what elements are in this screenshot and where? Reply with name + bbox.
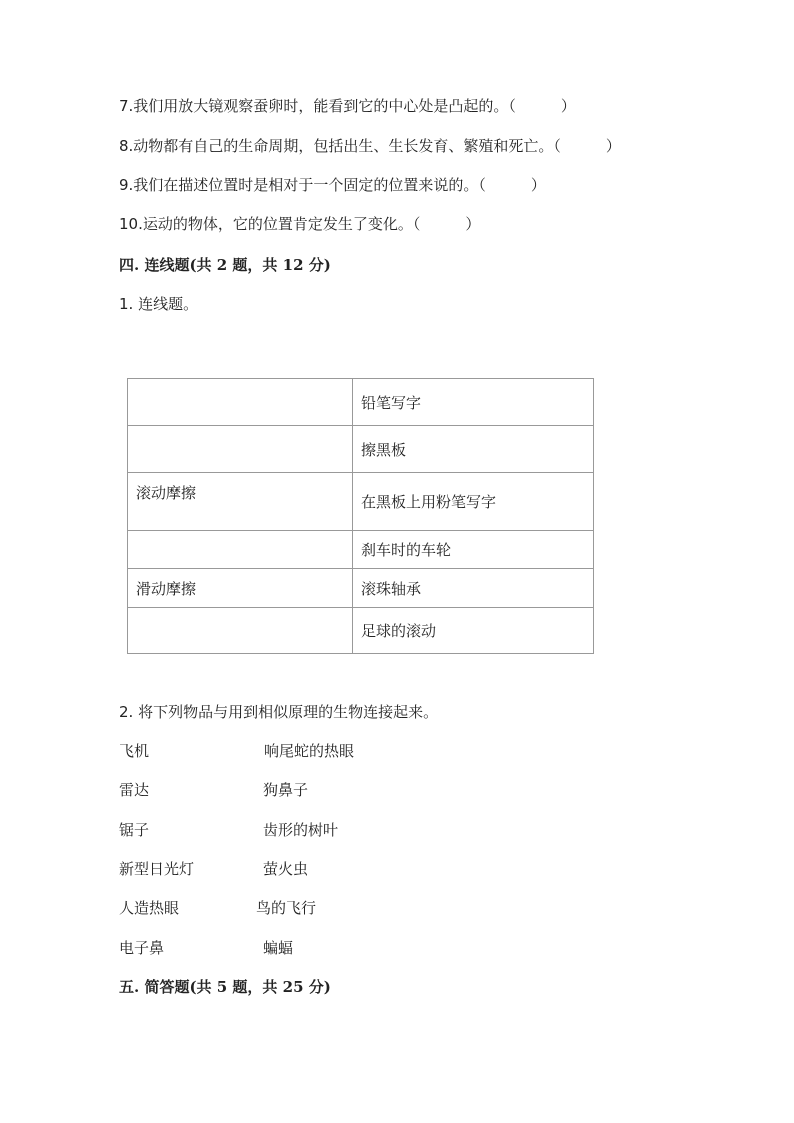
pair-right-item: 狗鼻子 xyxy=(263,781,309,799)
pair-left-item: 雷达 xyxy=(119,781,150,799)
pair-right-item: 齿形的树叶 xyxy=(263,821,339,839)
judgement-item-10: 10.运动的物体，它的位置肯定发生了变化。（ ） xyxy=(119,215,481,233)
pair-left-item: 人造热眼 xyxy=(119,899,180,917)
table-cell-left: 滚动摩擦 xyxy=(128,473,353,531)
table-row xyxy=(128,608,594,654)
question-1-text: 1. 连线题。 xyxy=(119,295,199,313)
table-cell-left xyxy=(128,426,353,473)
table-cell-left xyxy=(128,608,353,654)
pair-left-item: 新型日光灯 xyxy=(119,860,195,878)
pair-left-item: 电子鼻 xyxy=(119,939,165,957)
section-5-heading: 五. 简答题(共 5 题，共 25 分) xyxy=(119,978,331,996)
table-row xyxy=(128,569,594,608)
judgement-item-9: 9.我们在描述位置时是相对于一个固定的位置来说的。（ ） xyxy=(119,176,546,194)
table-cell-left: 滑动摩擦 xyxy=(128,569,353,608)
table-cell-right: 刹车时的车轮 xyxy=(353,531,594,569)
pair-left-item: 锯子 xyxy=(119,821,150,839)
table-cell-right: 在黑板上用粉笔写字 xyxy=(353,473,594,531)
judgement-item-8: 8.动物都有自己的生命周期，包括出生、生长发育、繁殖和死亡。（ ） xyxy=(119,137,621,155)
table-row xyxy=(128,531,594,569)
table-row xyxy=(128,379,594,426)
table-cell-right: 滚珠轴承 xyxy=(353,569,594,608)
table-row xyxy=(128,426,594,473)
pair-right-item: 蝙蝠 xyxy=(263,939,294,957)
pair-right-item: 鸟的飞行 xyxy=(256,899,317,917)
table-cell-left xyxy=(128,379,353,426)
section-4-heading: 四. 连线题(共 2 题，共 12 分) xyxy=(119,256,331,274)
table-cell-right: 铅笔写字 xyxy=(353,379,594,426)
table-cell-left xyxy=(128,531,353,569)
pair-right-item: 响尾蛇的热眼 xyxy=(264,742,355,760)
table-cell-right: 擦黑板 xyxy=(353,426,594,473)
matching-table xyxy=(127,378,594,654)
judgement-item-7: 7.我们用放大镜观察蚕卵时，能看到它的中心处是凸起的。（ ） xyxy=(119,97,576,115)
pair-right-item: 萤火虫 xyxy=(263,860,309,878)
table-row xyxy=(128,473,594,531)
pair-left-item: 飞机 xyxy=(119,742,150,760)
table-cell-right: 足球的滚动 xyxy=(353,608,594,654)
question-2-text: 2. 将下列物品与用到相似原理的生物连接起来。 xyxy=(119,703,439,721)
